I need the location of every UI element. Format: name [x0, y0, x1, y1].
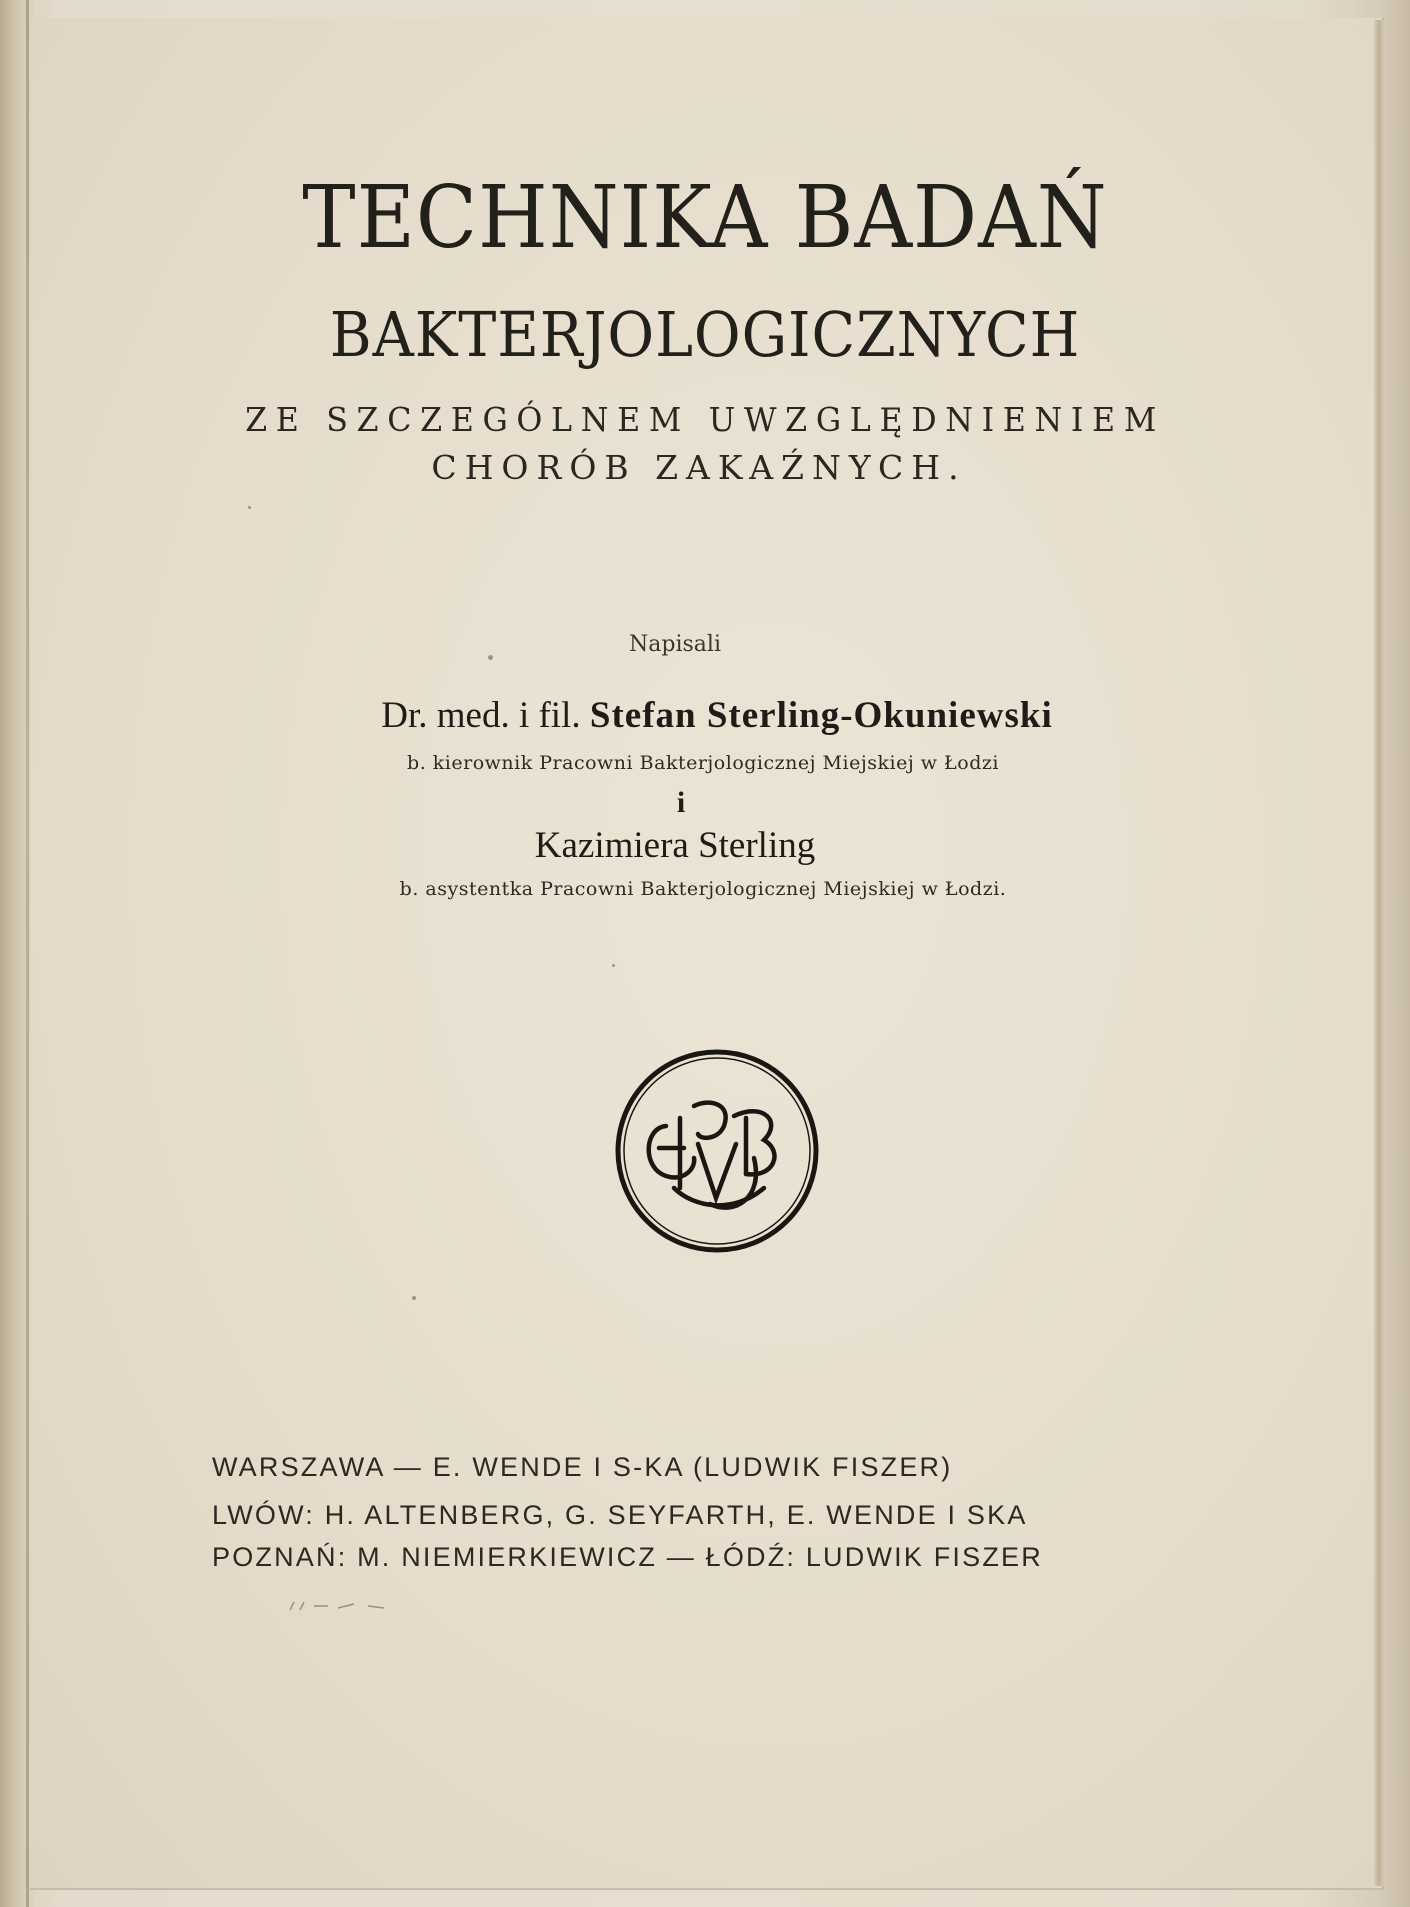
authors-conjunction: i	[676, 786, 686, 819]
imprint-line-3: POZNAŃ: M. NIEMIERKIEWICZ — ŁÓDŹ: LUDWIK FISZER	[212, 1542, 1043, 1572]
author-1-role: b. kierownik Pracowni Bakterjologicznej Miejskiej w Łodzi	[407, 752, 999, 774]
paper-speck	[248, 506, 251, 509]
book-title-line2: BAKTERJOLOGICZNYCH	[329, 298, 1081, 371]
author-2-role: b. asystentka Pracowni Bakterjologicznej Miejskiej w Łodzi.	[399, 878, 1007, 900]
paper-speck	[488, 655, 493, 660]
book-subtitle-line2: CHORÓB ZAKAŹNYCH.	[431, 448, 967, 487]
author-2-name: Kazimiera Sterling	[534, 825, 816, 866]
pencil-mark	[288, 1592, 408, 1616]
book-title: TECHNIKA BADAŃ	[302, 168, 1108, 268]
author-1-name: Stefan Sterling-Okuniewski	[589, 695, 1053, 736]
binding-crease	[26, 0, 29, 1907]
page-edge	[1374, 20, 1384, 1886]
author-1	[12, 694, 1410, 737]
author-1-prefix: Dr. med. i fil.	[381, 695, 581, 736]
publisher-monogram-icon	[614, 1048, 820, 1254]
imprint-line-2: LWÓW: H. ALTENBERG, G. SEYFARTH, E. WENDE I SKA	[212, 1500, 1028, 1530]
paper-speck	[412, 1296, 416, 1300]
imprint-line-1: WARSZAWA — E. WENDE I S-KA (LUDWIK FISZER)	[212, 1452, 953, 1482]
paper-speck	[612, 964, 615, 967]
book-subtitle: ZE SZCZEGÓLNEM UWZGLĘDNIENIEM	[245, 400, 1165, 439]
authors-intro: Napisali	[629, 632, 721, 657]
